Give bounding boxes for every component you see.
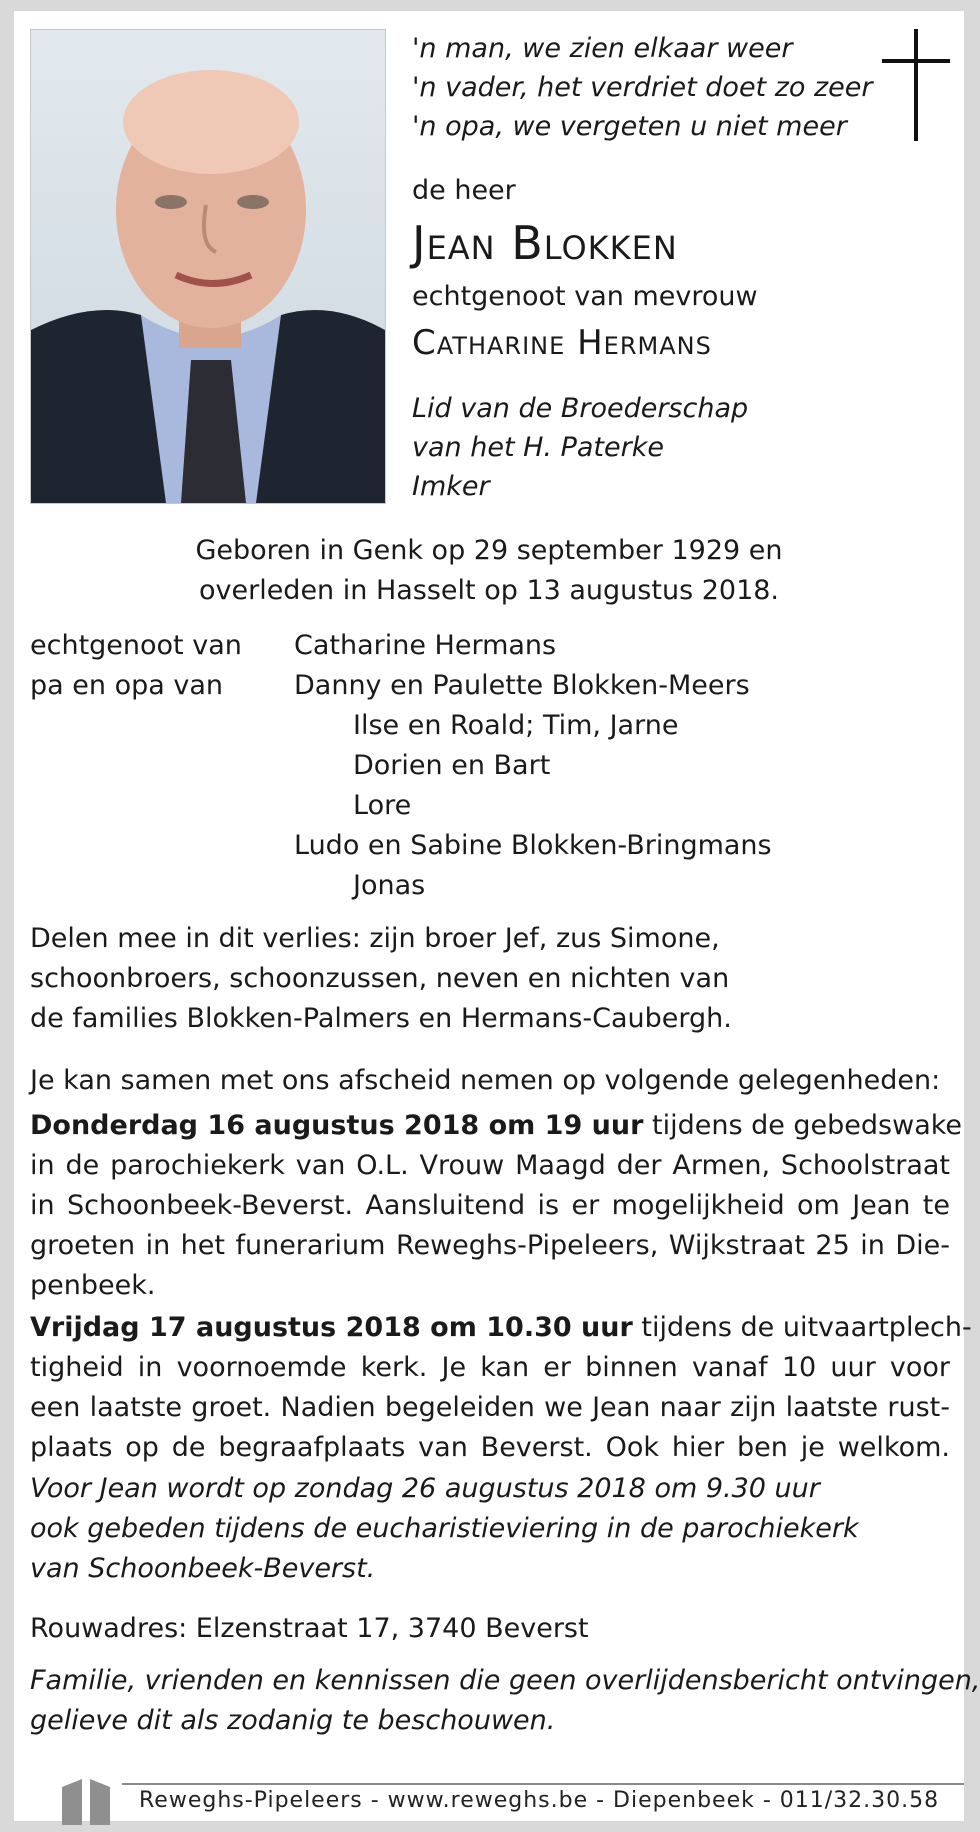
event-line: in de parochiekerk van O.L. Vrouw Maagd der Armen, Schoolstraat	[30, 1150, 950, 1181]
event-line	[30, 1308, 972, 1348]
share-line: schoonbroers, schoonzussen, neven en nichten van	[30, 963, 730, 994]
deceased-name: Jean Blokken	[412, 216, 678, 270]
event-line: plaats op de begraafplaats van Beverst. Ook hier ben je welkom.	[30, 1432, 950, 1463]
mass-paragraph	[30, 1469, 950, 1589]
spouse-value: Catharine Hermans	[294, 630, 557, 661]
event-date: Donderdag 16 augustus 2018 om 19 uur	[30, 1110, 644, 1141]
birth-line: Geboren in Genk op 29 september 1929 en	[195, 535, 783, 566]
closing-line: Familie, vrienden en kennissen die geen overlijdensbericht ontvingen,	[30, 1665, 980, 1696]
poem-line: 'n man, we zien elkaar weer	[412, 33, 793, 64]
spouse-label: echtgenoot van	[30, 630, 242, 661]
mourning-address: Rouwadres: Elzenstraat 17, 3740 Beverst	[30, 1613, 589, 1644]
share-paragraph	[30, 919, 950, 1039]
grandchild-name: Ilse en Roald; Tim, Jarne	[353, 710, 679, 741]
farewell-intro	[30, 1061, 950, 1101]
poem-line: 'n vader, het verdriet doet zo zeer	[412, 72, 873, 103]
event-line: in Schoonbeek-Beverst. Aansluitend is er mogelijkheid om Jean te	[30, 1190, 950, 1221]
mass-line: ook gebeden tijdens de eucharistieviering in de parochiekerk	[30, 1513, 859, 1544]
closing-paragraph	[30, 1661, 980, 1741]
child-name: Ludo en Sabine Blokken-Bringmans	[294, 830, 772, 861]
farewell-intro-text: Je kan samen met ons afscheid nemen op volgende gelegenheden:	[30, 1065, 941, 1096]
event-line	[30, 1106, 963, 1146]
deceased-title	[412, 171, 758, 506]
portrait-photo	[30, 29, 386, 504]
share-line: Delen mee in dit verlies: zijn broer Jef, zus Simone,	[30, 923, 720, 954]
footer-rule	[122, 1783, 964, 1785]
address-paragraph	[30, 1609, 950, 1649]
mass-line: van Schoonbeek-Beverst.	[30, 1553, 376, 1584]
footer-contact: Reweghs-Pipeleers - www.reweghs.be - Diepenbeek - 011/32.30.58	[139, 1788, 940, 1813]
closing-line: gelieve dit als zodanig te beschouwen.	[30, 1705, 556, 1736]
role-line: Lid van de Broederschap	[412, 393, 749, 424]
spouse-name: Catharine Hermans	[412, 323, 712, 363]
event-text: tijdens de uitvaartplech-	[632, 1312, 972, 1343]
birth-death-statement	[14, 531, 964, 611]
event-funeral	[30, 1308, 972, 1468]
title-prefix: de heer	[412, 175, 516, 206]
death-line: overleden in Hasselt op 13 augustus 2018.	[198, 575, 780, 606]
share-line: de families Blokken-Palmers en Hermans-Caubergh.	[30, 1003, 732, 1034]
event-date: Vrijdag 17 augustus 2018 om 10.30 uur	[30, 1312, 633, 1343]
mass-line: Voor Jean wordt op zondag 26 augustus 2018 om 9.30 uur	[30, 1473, 820, 1504]
event-wake	[30, 1106, 963, 1306]
role-line: Imker	[412, 471, 490, 502]
grandchild-name: Jonas	[353, 870, 426, 901]
event-text: tijdens de gebedswake	[643, 1110, 963, 1141]
roles	[412, 389, 758, 506]
poem-line: 'n opa, we vergeten u niet meer	[412, 111, 847, 142]
cross-icon	[882, 29, 952, 141]
role-line: van het H. Paterke	[412, 432, 664, 463]
children-label: pa en opa van	[30, 670, 223, 701]
event-line: tigheid in voornoemde kerk. Je kan er binnen vanaf 10 uur voor	[30, 1352, 950, 1383]
obituary-card	[14, 11, 980, 1821]
grandchild-name: Dorien en Bart	[353, 750, 551, 781]
event-line: groeten in het funerarium Reweghs-Pipeleers, Wijkstraat 25 in Die-	[30, 1230, 950, 1261]
portrait-illustration	[31, 30, 385, 503]
grandchild-name: Lore	[353, 790, 412, 821]
event-line: een laatste groet. Nadien begeleiden we Jean naar zijn laatste rust-	[30, 1392, 950, 1423]
event-line: penbeek.	[30, 1270, 156, 1301]
funeral-home-logo-icon	[58, 1777, 114, 1827]
poem	[412, 29, 873, 146]
spouse-intro: echtgenoot van mevrouw	[412, 281, 758, 312]
child-name: Danny en Paulette Blokken-Meers	[294, 670, 750, 701]
